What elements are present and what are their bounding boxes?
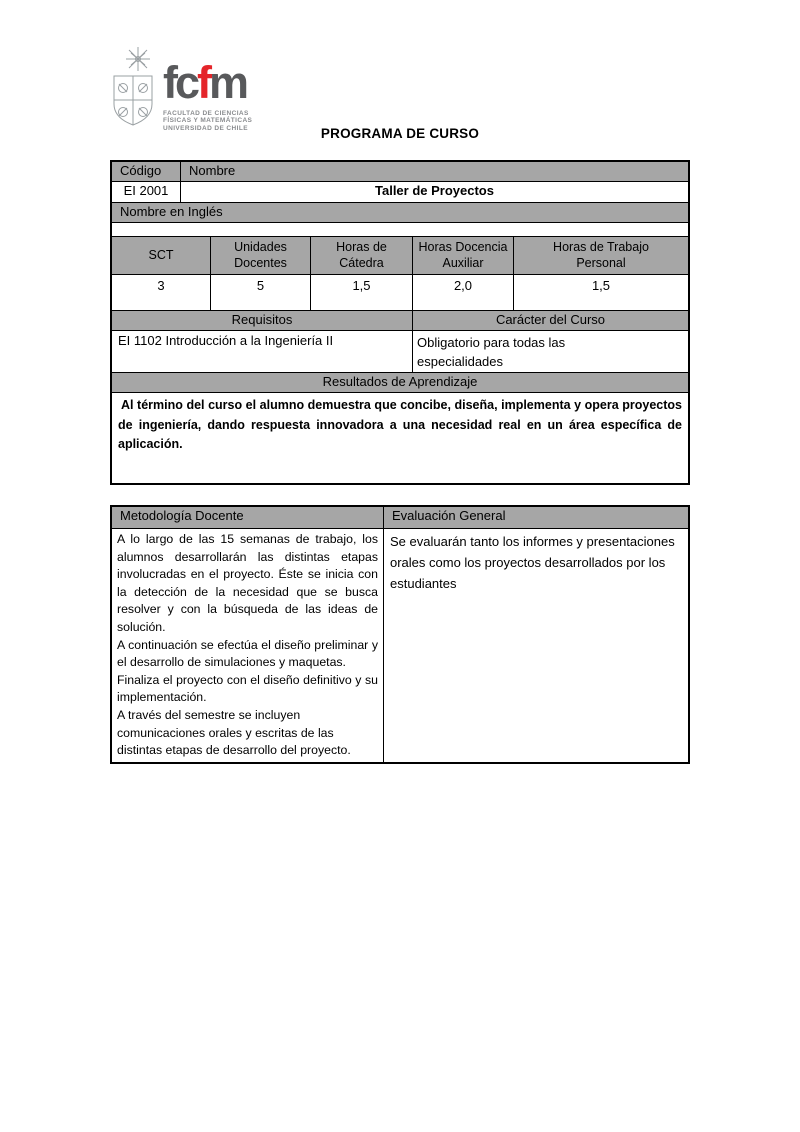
horas-catedra-header-cell <box>310 237 412 274</box>
course-info-table <box>110 160 690 485</box>
logo-text-block <box>163 46 252 132</box>
horas-trabajo-personal-label: Horas de Trabajo Personal <box>553 240 649 270</box>
table-row-code-name-header <box>112 162 688 181</box>
evaluacion-text-cell: Se evaluarán tanto los informes y presentaciones orales como los proyectos desarrollados por los estudiantes <box>383 529 688 762</box>
metodologia-paragraph: Finaliza el proyecto con el diseño definitivo y su implementación. <box>117 672 378 705</box>
sct-value-cell: 3 <box>157 278 165 293</box>
codigo-value-cell: EI 2001 <box>123 183 169 198</box>
horas-trabajo-personal-header-cell <box>513 237 688 274</box>
caracter-value-cell <box>412 331 688 372</box>
nombre-value-cell: Taller de Proyectos <box>180 182 688 202</box>
horas-docencia-auxiliar-label: Horas Docencia Auxiliar <box>418 240 508 270</box>
horas-catedra-label: Horas de Cátedra <box>336 240 387 270</box>
requisitos-header-cell: Requisitos <box>112 311 412 330</box>
evaluacion-header-cell: Evaluación General <box>383 507 688 528</box>
table-row-method-eval-header <box>112 507 688 528</box>
wordmark-m: m <box>209 57 247 108</box>
unidades-docentes-value-cell: 5 <box>210 275 310 310</box>
table-row-resultados-text <box>112 392 688 483</box>
table-row-code-name-values <box>112 181 688 202</box>
table-row-requisitos-values <box>112 330 688 372</box>
nombre-ingles-header-cell: Nombre en Inglés <box>112 203 688 222</box>
faculty-line: FÍSICAS Y MATEMÁTICAS <box>163 117 253 125</box>
codigo-header-cell: Código <box>112 162 180 181</box>
resultados-header-cell: Resultados de Aprendizaje <box>112 373 688 392</box>
table-row-english-name-value <box>112 222 688 236</box>
nombre-ingles-value-cell <box>112 223 688 236</box>
table-row-credits-values <box>112 274 688 310</box>
table-row-credits-header <box>112 236 688 274</box>
wordmark-fc: fc <box>163 57 198 108</box>
metodologia-text-cell <box>112 529 383 762</box>
unidades-docentes-header-cell <box>210 237 310 274</box>
horas-trabajo-personal-value-cell: 1,5 <box>513 275 688 310</box>
table-row-english-name-header <box>112 202 688 222</box>
metodologia-paragraph: A continuación se efectúa el diseño preliminar y el desarrollo de simulaciones y maquetas. <box>117 637 378 670</box>
horas-docencia-auxiliar-value-cell: 2,0 <box>412 275 513 310</box>
university-crest-icon <box>110 46 156 128</box>
requisitos-value-cell: EI 1102 Introducción a la Ingeniería II <box>118 333 334 348</box>
resultados-text-cell: Al término del curso el alumno demuestra que concibe, diseña, implementa y opera proyectos de ingeniería, dando respuesta innovadora a una necesidad real en un área específica de aplicación. <box>118 398 682 451</box>
metodologia-header-cell: Metodología Docente <box>112 507 383 528</box>
sct-header-label: SCT <box>148 247 174 262</box>
caracter-value-text: Obligatorio para todas las especialidades <box>417 335 566 369</box>
faculty-line: UNIVERSIDAD DE CHILE <box>163 124 248 132</box>
fcfm-wordmark <box>163 57 252 108</box>
horas-docencia-auxiliar-header-cell <box>412 237 513 274</box>
horas-catedra-value-cell: 1,5 <box>310 275 412 310</box>
wordmark-f-red: f <box>197 57 210 108</box>
faculty-line: FACULTAD DE CIENCIAS <box>163 110 249 117</box>
sct-header-cell <box>112 237 210 274</box>
metodologia-paragraph: A través del semestre se incluyen comunicaciones orales y escritas de las distintas etapas de desarrollo del proyecto. <box>117 707 351 758</box>
metodologia-paragraph: A lo largo de las 15 semanas de trabajo, los alumnos desarrollarán las distintas etapas involucradas en el proyecto. Éste se inicia con la detección de la necesidad que se busca resolver y con la búsqueda de las ideas de solución. <box>117 532 378 634</box>
caracter-header-cell: Carácter del Curso <box>412 311 688 330</box>
table-row-method-eval-body <box>112 528 688 762</box>
unidades-docentes-label: Unidades Docentes <box>234 240 287 270</box>
fcfm-logo <box>110 46 252 132</box>
table-row-resultados-header <box>112 372 688 392</box>
nombre-header-cell: Nombre <box>180 162 688 181</box>
methodology-evaluation-table <box>110 505 690 764</box>
table-row-requisitos-header <box>112 310 688 330</box>
page-title: PROGRAMA DE CURSO <box>320 126 480 141</box>
